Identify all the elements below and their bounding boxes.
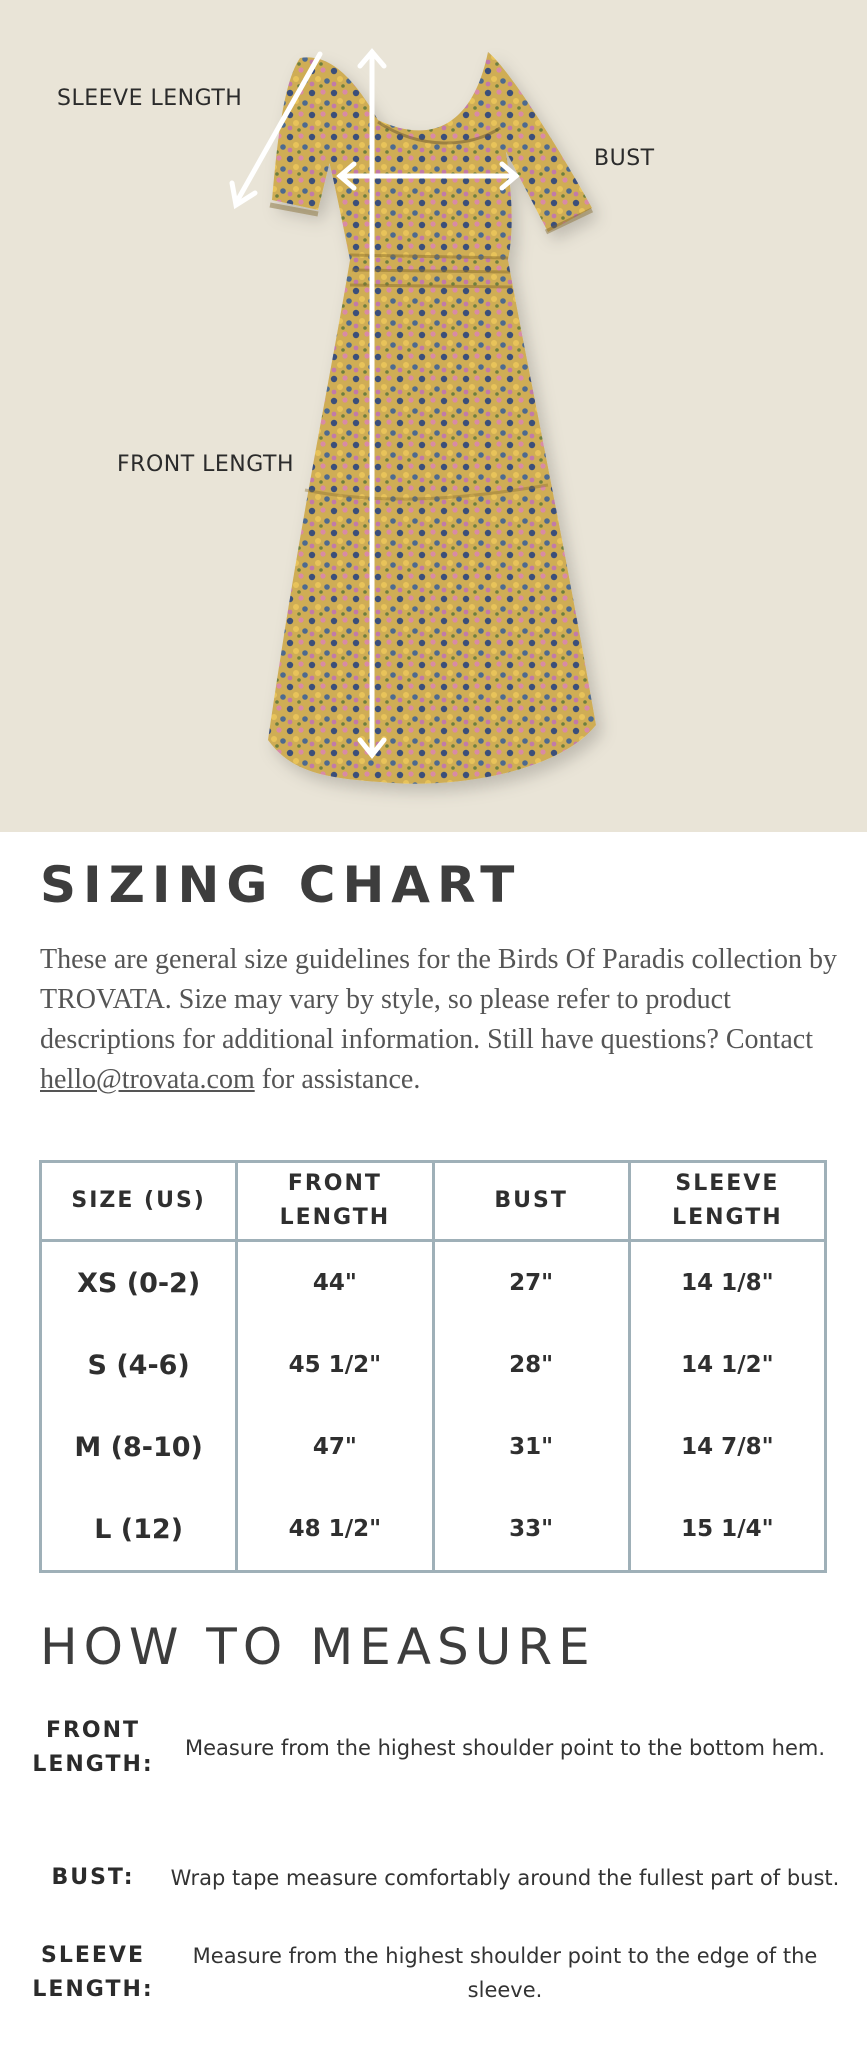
size-chart-table (39, 1160, 827, 1573)
sleeve-length-cell: 14 1/2" (681, 1352, 774, 1378)
bust-cell: 28" (433, 1324, 629, 1406)
bust-label: BUST (594, 146, 655, 171)
how-to-measure-title: HOW TO MEASURE (40, 1618, 596, 1676)
header-sleeve-length: SLEEVE LENGTH (629, 1162, 825, 1241)
size-cell: XS (0-2) (41, 1241, 237, 1325)
header-front-length: FRONT LENGTH (237, 1162, 433, 1241)
measure-item-sleeve-length (30, 1933, 840, 2013)
contact-email-link[interactable]: hello@trovata.com (40, 1064, 255, 1095)
sizing-chart-title: SIZING CHART (40, 856, 522, 914)
measure-description: Wrap tape measure comfortably around the fullest part of bust. (170, 1866, 840, 1890)
front-length-cell: 44" (237, 1241, 433, 1325)
table-header-row (41, 1162, 826, 1241)
intro-text-start: These are general size guidelines for the Birds Of Paradis collection by TROVATA. Size may vary by style, so please refer to product descriptions for additional information. Still have questions? Contact (40, 944, 837, 1055)
measure-description: Measure from the highest shoulder point to the edge of the sleeve. (192, 1944, 818, 2002)
size-cell: L (12) (41, 1488, 237, 1572)
measure-term: BUST: (51, 1865, 135, 1890)
measure-description: Measure from the highest shoulder point to the bottom hem. (184, 1736, 826, 1760)
sleeve-length-cell: 15 1/4" (681, 1516, 774, 1542)
table-row (41, 1241, 826, 1325)
header-size: SIZE (US) (41, 1162, 237, 1241)
intro-text-end: for assistance. (254, 1064, 421, 1095)
front-length-cell: 45 1/2" (237, 1324, 433, 1406)
bust-cell: 31" (433, 1406, 629, 1488)
measure-term: SLEEVE LENGTH: (32, 1943, 154, 2002)
size-cell: M (8-10) (41, 1406, 237, 1488)
bust-cell: 33" (433, 1488, 629, 1572)
front-length-cell: 47" (237, 1406, 433, 1488)
measure-item-bust (30, 1843, 840, 1913)
table-row (41, 1406, 826, 1488)
table-row (41, 1324, 826, 1406)
measure-term: FRONT LENGTH: (32, 1718, 154, 1777)
sleeve-length-cell: 14 7/8" (681, 1434, 774, 1460)
bust-cell: 27" (433, 1241, 629, 1325)
front-length-label: FRONT LENGTH (117, 452, 295, 477)
dress-illustration (0, 0, 867, 832)
measure-item-front-length (30, 1713, 840, 1783)
header-bust: BUST (433, 1162, 629, 1241)
sleeve-length-cell: 14 1/8" (681, 1270, 774, 1296)
size-cell: S (4-6) (41, 1324, 237, 1406)
table-row (41, 1488, 826, 1572)
dress-measurement-diagram (0, 0, 867, 832)
sizing-intro-text (40, 940, 840, 1100)
sleeve-length-label: SLEEVE LENGTH (57, 86, 243, 111)
front-length-cell: 48 1/2" (237, 1488, 433, 1572)
